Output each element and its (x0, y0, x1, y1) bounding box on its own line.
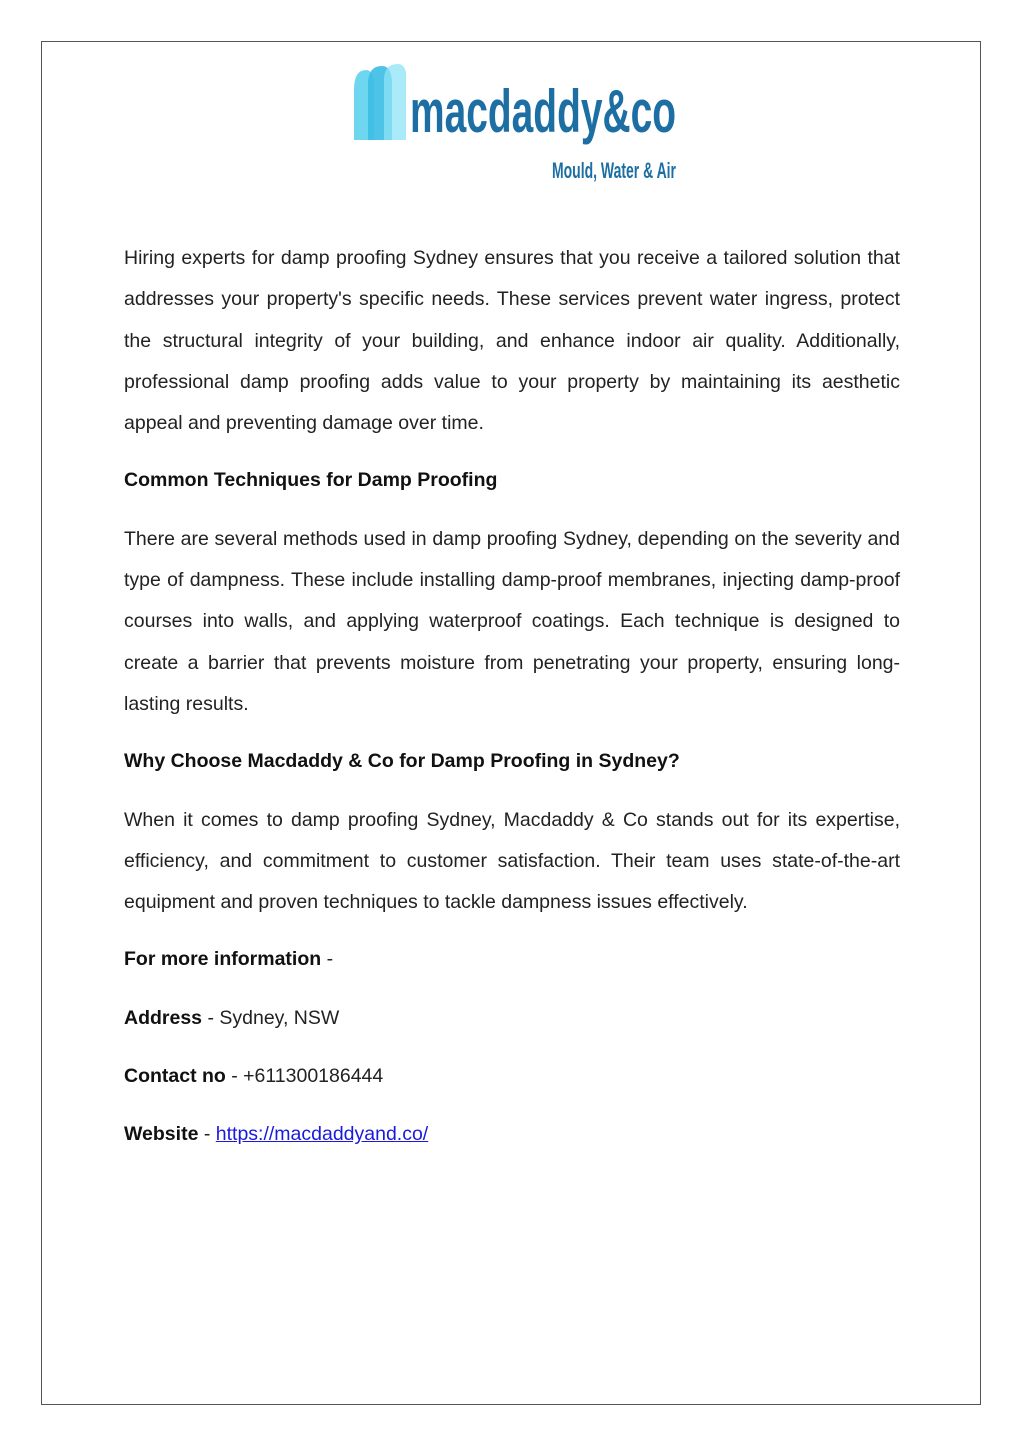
techniques-heading: Common Techniques for Damp Proofing (124, 469, 498, 492)
document-body (124, 238, 900, 1173)
address-separator: - (202, 1006, 220, 1029)
contact-label: Contact no (124, 1065, 226, 1088)
intro-paragraph: Hiring experts for damp proofing Sydney ensures that you receive a tailored solution that addresses your property's specific needs. These services prevent water ingress, protect the structural integrity of your building, and enhance indoor air quality. Additionally, professional damp proofing adds value to your property by maintaining its aesthetic appeal and preventing damage over time. (124, 247, 900, 435)
address-label: Address (124, 1006, 203, 1029)
logo-tagline: Mould, Water & Air (552, 158, 677, 183)
contact-line (124, 1056, 900, 1097)
website-line (124, 1114, 900, 1155)
logo-name: macdaddy&co (410, 78, 676, 145)
address-value: Sydney, NSW (219, 1006, 340, 1029)
why-choose-paragraph: When it comes to damp proofing Sydney, Macdaddy & Co stands out for its expertise, efficiency, and commitment to customer satisfaction. Their team uses state-of-the-art equipment and proven techniques to tackle dampness issues effectively. (124, 808, 900, 914)
address-line (124, 998, 900, 1039)
contact-number: +611300186444 (243, 1065, 384, 1088)
website-separator: - (198, 1123, 216, 1146)
why-choose-heading: Why Choose Macdaddy & Co for Damp Proofing in Sydney? (124, 750, 680, 773)
more-info-separator: - (321, 948, 334, 971)
techniques-paragraph: There are several methods used in damp proofing Sydney, depending on the severity and type of dampness. These include installing damp-proof membranes, injecting damp-proof courses into walls, and applying waterproof coatings. Each technique is designed to create a barrier that prevents moisture from penetrating your property, ensuring long-lasting results. (124, 527, 900, 715)
contact-separator: - (225, 1065, 244, 1088)
logo-arc-dark (384, 64, 406, 140)
website-label: Website (124, 1123, 199, 1146)
website-link[interactable]: https://macdaddyand.co/ (215, 1123, 429, 1146)
company-logo (346, 58, 686, 186)
logo-graphic (346, 58, 686, 186)
more-info-label: For more information (124, 948, 322, 971)
more-info-line (124, 939, 900, 980)
